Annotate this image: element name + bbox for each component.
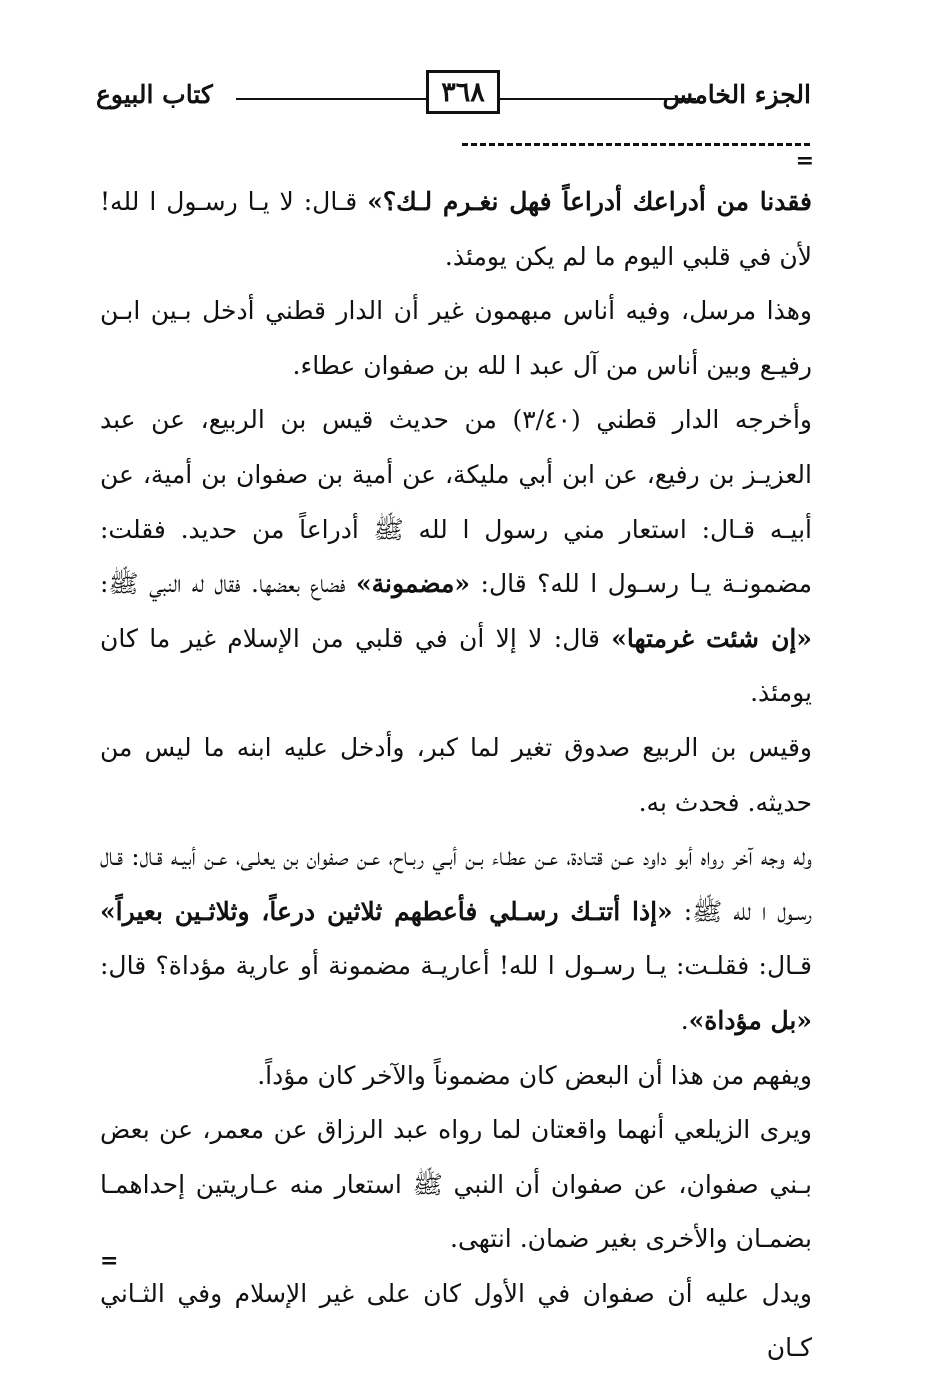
paragraph-4: وقيس بن الربيع صدوق تغير لما كبر، وأدخل عليه ابنه ما ليس من حديثه. فحدث به. xyxy=(100,732,812,817)
header-book-title: كتاب البيوع xyxy=(96,80,213,109)
page-number: ٣٦٨ xyxy=(441,76,485,108)
page-number-box xyxy=(426,70,500,114)
top-continuation-mark: = xyxy=(795,148,814,174)
body-text xyxy=(100,175,812,1376)
bold-quote: «مضمونة» xyxy=(356,569,471,599)
page-header xyxy=(96,70,811,122)
paragraph-6: ويفهم من هذا أن البعض كان مضموناً والآخر كان مؤداً. xyxy=(257,1060,812,1090)
dashed-separator xyxy=(462,143,810,146)
bold-quote: فقدنا من أدراعك أدراعاً فهل نغـرم لـك؟» xyxy=(367,187,812,216)
paragraph-2: وهذا مرسل، وفيه أناس مبهمون غير أن الدار قطني أدخل بـين ابـن رفيـع وبين أناس من آل عبد ا لله بن صفوان عطاء. xyxy=(100,296,812,380)
paragraph-3: وأخرجه الدار قطني (٣/٤٠) من حديث قيس بن الربيع، عن عبد العزيـز بن رفيع، عن ابن أبي مليكة، عن أمية بن صفوان بن أمية، عن أبيـه قـال: استعار مني رسول ا لله ﷺ أدراعاً من حديد. فقلت: مضمونـة يـا رسـول ا لله؟ قال: «مضمونة» فضاع بعضها. فقال له النبي ﷺ: «إن شئت غرمتها» قال: لا إلا أن في قلبي من الإسلام غير ما كان يومئذ. xyxy=(100,405,813,708)
paragraph-1: فقدنا من أدراعك أدراعاً فهل نغـرم لـك؟» قـال: لا يـا رسـول ا لله! لأن في قلبي اليوم ما لم يكن يومئذ. xyxy=(100,187,812,271)
bottom-continuation-mark: = xyxy=(100,1248,119,1274)
bold-quote: «إذا أتتـك رسـلي فأعطهم ثلاثين درعاً، وثلاثـين بعيراً» xyxy=(100,896,673,926)
paragraph-7: ويرى الزيلعي أنهما واقعتان لما رواه عبد الرزاق عن معمر، عن بعض بـني صفوان، عن صفوان أن النبي ﷺ استعار منه عـاريتين إحداهمـا بضمـان والأخرى بغير ضمان. انتهى. xyxy=(100,1115,812,1254)
header-section-title: الجزء الخامس xyxy=(662,80,811,109)
paragraph-5: وله وجه آخر رواه أبو داود عـن قتـادة، عـن عطـاء بـن أبـي ربـاح، عـن صفوان بن يعلـى، عـن أبيـه قـال: قـال رسـول ا لله ﷺ: «إذا أتتـك رسـلي فأعطهم ثلاثين درعاً، وثلاثـين بعيراً» قـال: فقلـت: يـا رسـول ا لله! أعاريـة مضمونة أو عارية مؤداة؟ قال: «بل مؤداة». xyxy=(100,842,812,1035)
bold-quote: «إن شئت غرمتها» xyxy=(611,623,813,653)
paragraph-8: ويدل عليه أن صفوان في الأول كان على غير الإسلام وفي الثـاني كـان xyxy=(100,1278,812,1363)
bold-quote: «بل مؤداة» xyxy=(688,1005,812,1035)
